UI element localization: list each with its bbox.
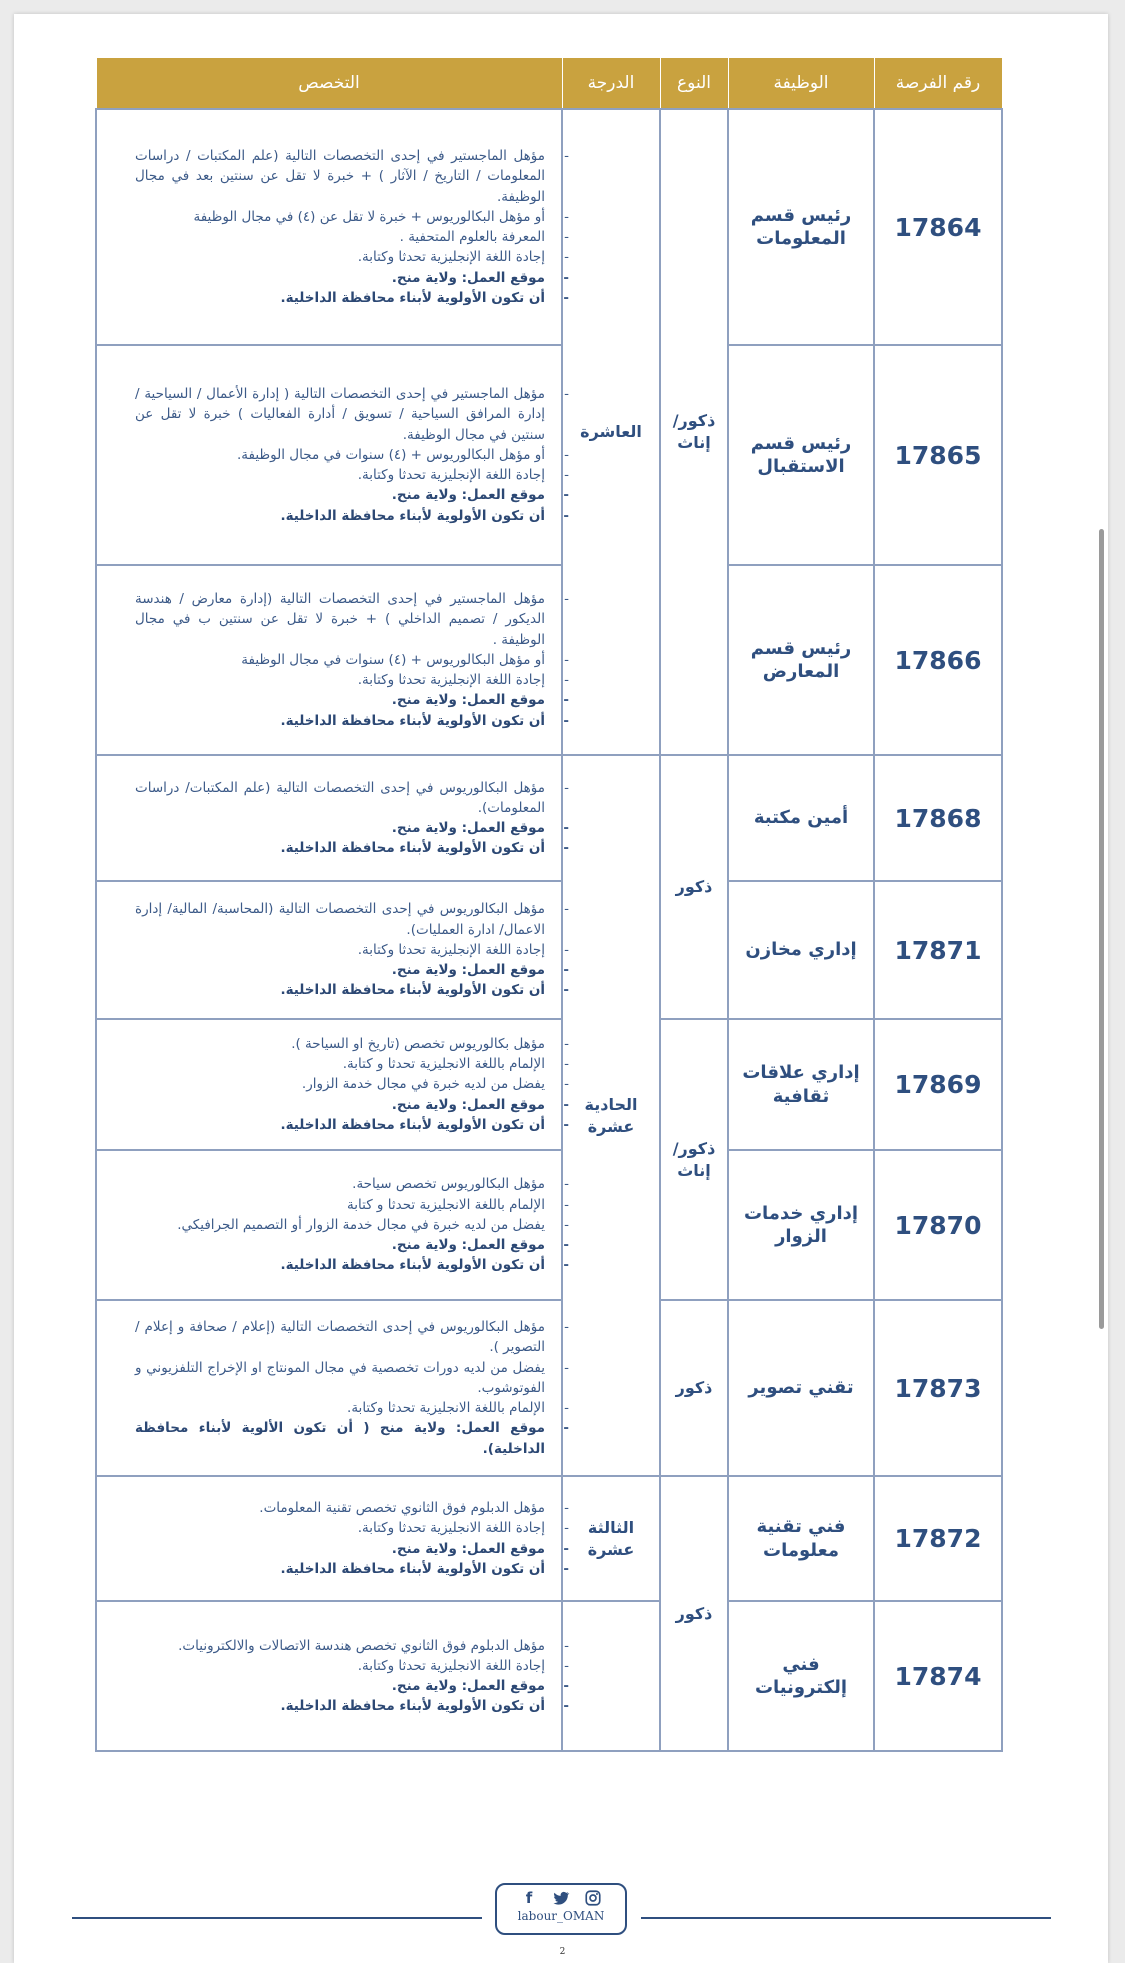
spec-item: - أن تكون الأولوية لأبناء محافظة الداخلية. <box>135 711 545 731</box>
spec-item: - أن تكون الأولوية لأبناء محافظة الداخلية. <box>135 1696 545 1716</box>
spec-item: - أن تكون الأولوية لأبناء محافظة الداخلية. <box>135 980 545 1000</box>
jobs-table <box>95 57 1003 1752</box>
table-row <box>96 1601 1002 1751</box>
header-spec: التخصص <box>96 58 562 110</box>
row-job-title: رئيس قسم المعارض <box>728 565 874 755</box>
spec-item: - أو مؤهل البكالوريوس + خبرة لا تقل عن (٤) في مجال الوظيفة <box>135 207 545 227</box>
row-spec <box>96 109 562 345</box>
social-handle[interactable]: labour_OMAN <box>517 1909 605 1923</box>
spec-item: - موقع العمل: ولاية منح ( أن تكون الألوية لأبناء محافظة الداخلية). <box>135 1418 545 1459</box>
spec-list <box>135 899 545 1000</box>
spec-item: - الإلمام باللغة الانجليزية تحدثا و كتابة <box>135 1195 545 1215</box>
gender-cell: ذكور <box>660 1476 728 1751</box>
spec-item: - مؤهل البكالوريوس تخصص سياحة. <box>135 1174 545 1194</box>
spec-item: - إجادة اللغة الانجليزية تحدثا وكتابة. <box>135 1518 545 1538</box>
spec-item: - أن تكون الأولوية لأبناء محافظة الداخلية. <box>135 1255 545 1275</box>
spec-item: - أن تكون الأولوية لأبناء محافظة الداخلية. <box>135 506 545 526</box>
spec-list <box>135 1636 545 1717</box>
spec-list <box>135 589 545 731</box>
row-spec <box>96 755 562 881</box>
table-row <box>96 1019 1002 1150</box>
table-row <box>96 345 1002 565</box>
row-job-title: تقني تصوير <box>728 1300 874 1476</box>
table-row <box>96 565 1002 755</box>
spec-item: - موقع العمل: ولاية منح. <box>135 818 545 838</box>
spec-item: - موقع العمل: ولاية منح. <box>135 1676 545 1696</box>
gender-cell: ذكور/ إناث <box>660 1019 728 1300</box>
row-number: 17872 <box>874 1476 1002 1601</box>
spec-item: - مؤهل البكالوريوس في إحدى التخصصات التالية (المحاسبة/ المالية/ إدارة الاعمال/ ادارة العمليات). <box>135 899 545 940</box>
scrollbar[interactable] <box>1099 529 1104 1329</box>
grade-cell: الحادية عشرة <box>562 755 660 1476</box>
row-job-title: إداري مخازن <box>728 881 874 1019</box>
spec-item: - يفضل من لديه خبرة في مجال خدمة الزوار أو التصميم الجرافيكي. <box>135 1215 545 1235</box>
row-number: 17871 <box>874 881 1002 1019</box>
row-job-title: رئيس قسم المعلومات <box>728 109 874 345</box>
gender-cell: ذكور <box>660 1300 728 1476</box>
row-number: 17868 <box>874 755 1002 881</box>
grade-cell-empty <box>562 1601 660 1751</box>
row-job-title: إداري خدمات الزوار <box>728 1150 874 1300</box>
footer-divider-left <box>72 1917 482 1919</box>
spec-item: - موقع العمل: ولاية منح. <box>135 268 545 288</box>
table-row <box>96 1476 1002 1601</box>
spec-item: - إجادة اللغة الإنجليزية تحدثا وكتابة. <box>135 465 545 485</box>
spec-item: - مؤهل البكالوريوس في إحدى التخصصات التالية (إعلام / صحافة و إعلام / التصوير ). <box>135 1317 545 1358</box>
grade-cell: العاشرة <box>562 109 660 755</box>
spec-item: - أن تكون الأولوية لأبناء محافظة الداخلية. <box>135 288 545 308</box>
spec-list <box>135 1317 545 1459</box>
grade-cell: الثالثة عشرة <box>562 1476 660 1601</box>
row-spec <box>96 345 562 565</box>
facebook-icon[interactable]: f <box>525 1889 533 1907</box>
row-number: 17865 <box>874 345 1002 565</box>
row-number: 17866 <box>874 565 1002 755</box>
gender-cell: ذكور/ إناث <box>660 109 728 755</box>
row-job-title: فني إلكترونيات <box>728 1601 874 1751</box>
social-badge <box>495 1883 627 1935</box>
row-spec <box>96 1150 562 1300</box>
table-row <box>96 755 1002 881</box>
table-header-row <box>96 58 1002 110</box>
spec-item: - يفضل من لديه خبرة في مجال خدمة الزوار. <box>135 1074 545 1094</box>
instagram-icon[interactable] <box>584 1889 602 1907</box>
spec-item: - مؤهل البكالوريوس في إحدى التخصصات التالية (علم المكتبات/ دراسات المعلومات). <box>135 778 545 819</box>
table-row <box>96 1300 1002 1476</box>
header-grade: الدرجة <box>562 58 660 110</box>
row-spec <box>96 1601 562 1751</box>
social-icons <box>497 1889 625 1907</box>
row-spec <box>96 1476 562 1601</box>
spec-list <box>135 146 545 308</box>
spec-list <box>135 1498 545 1579</box>
spec-item: - أن تكون الأولوية لأبناء محافظة الداخلية. <box>135 1559 545 1579</box>
spec-item: - يفضل من لديه دورات تخصصية في مجال المونتاج او الإخراج التلفزيوني و الفوتوشوب. <box>135 1358 545 1399</box>
spec-item: - أن تكون الأولوية لأبناء محافظة الداخلية. <box>135 1115 545 1135</box>
spec-item: - المعرفة بالعلوم المتحفية . <box>135 227 545 247</box>
spec-item: - موقع العمل: ولاية منح. <box>135 960 545 980</box>
spec-item: - أو مؤهل البكالوريوس + (٤) سنوات في مجال الوظيفة <box>135 650 545 670</box>
header-num: رقم الفرصة <box>874 58 1002 110</box>
spec-item: - موقع العمل: ولاية منح. <box>135 690 545 710</box>
spec-list <box>135 1034 545 1135</box>
spec-item: - مؤهل الدبلوم فوق الثانوي تخصص هندسة الاتصالات والالكترونيات. <box>135 1636 545 1656</box>
twitter-icon[interactable] <box>552 1889 570 1907</box>
spec-item: - مؤهل الدبلوم فوق الثانوي تخصص تقنية المعلومات. <box>135 1498 545 1518</box>
row-spec <box>96 565 562 755</box>
row-job-title: رئيس قسم الاستقبال <box>728 345 874 565</box>
row-number: 17869 <box>874 1019 1002 1150</box>
page-number: 2 <box>559 1947 566 1957</box>
spec-list <box>135 1174 545 1275</box>
table-row <box>96 1150 1002 1300</box>
row-number: 17870 <box>874 1150 1002 1300</box>
spec-item: - مؤهل بكالوريوس تخصص (تاريخ او السياحة ). <box>135 1034 545 1054</box>
spec-item: - إجادة اللغة الانجليزية تحدثا وكتابة. <box>135 1656 545 1676</box>
table-row <box>96 881 1002 1019</box>
spec-item: - مؤهل الماجستير في إحدى التخصصات التالية ( إدارة الأعمال / السياحية / إدارة المرافق السياحية / تسويق / أدارة الفعاليات ) خبرة لا تقل عن سنتين في مجال الوظيفة. <box>135 384 545 445</box>
spec-item: - أو مؤهل البكالوريوس + (٤) سنوات في مجال الوظيفة. <box>135 445 545 465</box>
table-row <box>96 109 1002 345</box>
spec-item: - موقع العمل: ولاية منح. <box>135 1235 545 1255</box>
row-spec <box>96 1300 562 1476</box>
spec-item: - مؤهل الماجستير في إحدى التخصصات التالية (إدارة معارض / هندسة الديكور / تصميم الداخلي ) + خبرة لا تقل عن سنتين ب في مجال الوظيفة . <box>135 589 545 650</box>
row-number: 17864 <box>874 109 1002 345</box>
row-number: 17873 <box>874 1300 1002 1476</box>
row-spec <box>96 881 562 1019</box>
spec-item: - مؤهل الماجستير في إحدى التخصصات التالية (علم المكتبات / دراسات المعلومات / التاريخ / الآثار ) + خبرة لا تقل عن سنتين بعد في مجال الوظيفة. <box>135 146 545 207</box>
spec-item: - إجادة اللغة الإنجليزية تحدثا وكتابة. <box>135 940 545 960</box>
row-number: 17874 <box>874 1601 1002 1751</box>
spec-list <box>135 778 545 859</box>
row-spec <box>96 1019 562 1150</box>
gender-cell: ذكور <box>660 755 728 1019</box>
spec-item: - موقع العمل: ولاية منح. <box>135 485 545 505</box>
spec-item: - أن تكون الأولوية لأبناء محافظة الداخلية. <box>135 838 545 858</box>
spec-item: - إجادة اللغة الإنجليزية تحدثا وكتابة. <box>135 670 545 690</box>
row-job-title: أمين مكتبة <box>728 755 874 881</box>
spec-list <box>135 384 545 526</box>
header-gender: النوع <box>660 58 728 110</box>
row-job-title: إداري علاقات ثقافية <box>728 1019 874 1150</box>
row-job-title: فني تقنية معلومات <box>728 1476 874 1601</box>
spec-item: - موقع العمل: ولاية منح. <box>135 1095 545 1115</box>
spec-item: - موقع العمل: ولاية منح. <box>135 1539 545 1559</box>
spec-item: - الإلمام باللغة الانجليزية تحدثا و كتابة. <box>135 1054 545 1074</box>
spec-item: - إجادة اللغة الإنجليزية تحدثا وكتابة. <box>135 247 545 267</box>
header-job: الوظيفة <box>728 58 874 110</box>
spec-item: - الإلمام باللغة الانجليزية تحدثا وكتابة. <box>135 1398 545 1418</box>
footer-divider-right <box>641 1917 1051 1919</box>
